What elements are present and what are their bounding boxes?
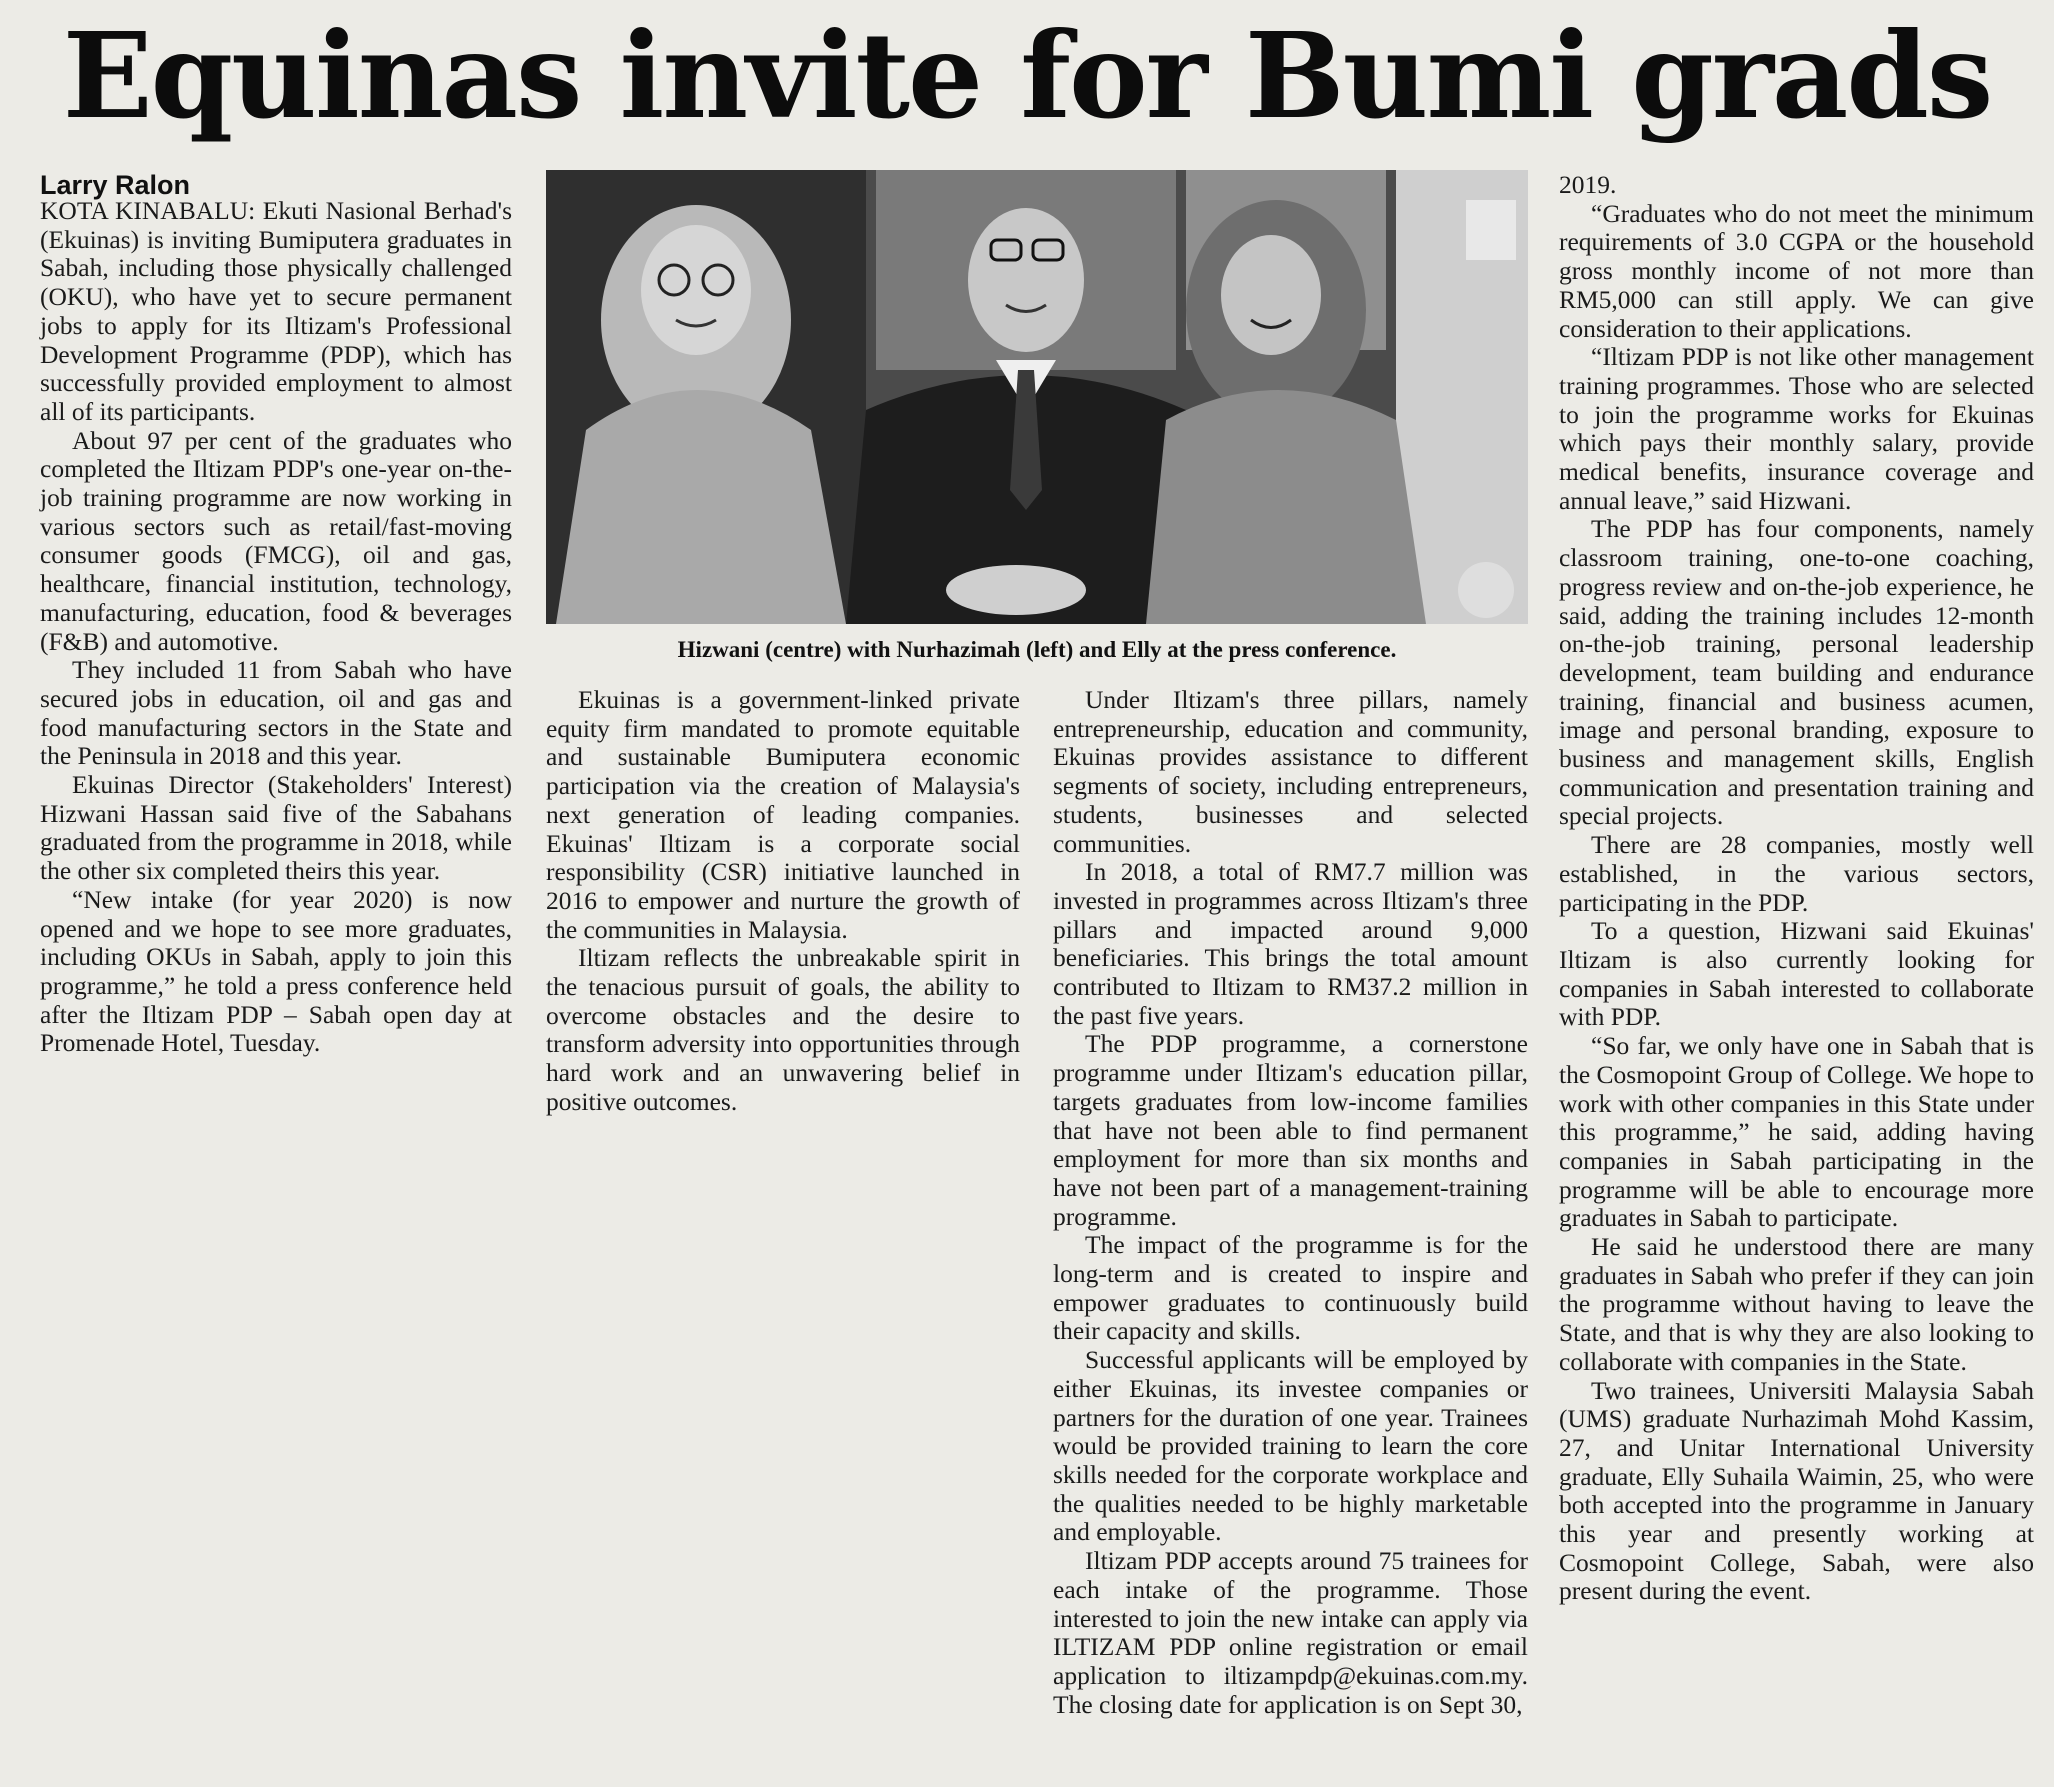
paragraph: Ekuinas Director (Stakeholders' Interest) Hizwani Hassan said five of the Sabahans graduated from the programme in 2018, while the other six completed theirs this year.: [40, 770, 512, 886]
paragraph: Two trainees, Universiti Malaysia Sabah (UMS) graduate Nurhazimah Mohd Kassim, 27, and Unitar International University graduate, Elly Suhaila Waimin, 25, who were both accepted into the programme in January this year and presently working at Cosmopoint College, Sabah, were also present during the event.: [1559, 1375, 2034, 1606]
paragraph: In 2018, a total of RM7.7 million was invested in programmes across Iltizam's three pillars and impacted around 9,000 beneficiaries. This brings the total amount contributed to Iltizam to RM37.2 million in the past five years.: [1053, 857, 1528, 1030]
paragraph: Under Iltizam's three pillars, namely entrepreneurship, education and community, Ekuinas provides assistance to different segments of society, including entrepreneurs, students, businesses and selected communities.: [1053, 685, 1528, 858]
paragraph: He said he understood there are many graduates in Sabah who prefer if they can join the programme without having to leave the State, and that is why they are also looking to collaborate with companies in the State.: [1559, 1232, 2034, 1376]
paragraph: “Iltizam PDP is not like other management training programmes. Those who are selected to join the programme works for Ekuinas which pays their monthly salary, provide medical benefits, insurance coverage and annual leave,” said Hizwani.: [1559, 342, 2034, 515]
paragraph: Ekuinas is a government-linked private equity firm mandated to promote equitable and sustainable Bumiputera economic participation via the creation of Malaysia's next generation of leading companies. Ekuinas' Iltizam is a corporate social responsibility (CSR) initiative launched in 2016 to empower and nurture the growth of the communities in Malaysia.: [546, 685, 1020, 944]
article-column-4: [1559, 171, 2034, 1606]
paragraph: “So far, we only have one in Sabah that is the Cosmopoint Group of College. We hope to work with other companies in this State under this programme,” he said, adding having companies in Sabah participating in the programme will be able to encourage more graduates in Sabah to participate.: [1559, 1031, 2034, 1233]
paragraph: Iltizam PDP accepts around 75 trainees for each intake of the programme. Those interested to join the new intake can apply via ILTIZAM PDP online registration or email application to iltizampdp@ekuinas.com.my. The closing date for application is on Sept 30,: [1053, 1546, 1528, 1719]
byline: Larry Ralon: [40, 170, 191, 200]
headline: Equinas invite for Bumi grads: [62, 6, 1992, 145]
paragraph: About 97 per cent of the graduates who completed the Iltizam PDP's one-year on-the-job training programme are now working in various sectors such as retail/fast-moving consumer goods (FMCG), oil and gas, healthcare, financial institution, technology, manufacturing, education, food & beverages (F&B) and automotive.: [40, 425, 512, 656]
paragraph: The PDP has four components, namely classroom training, one-to-one coaching, progress review and on-the-job experience, he said, adding the training includes 12-month on-the-job training, personal leadership development, team building and endurance training, financial and business acumen, image and personal branding, exposure to business and management skills, English communication and presentation training and special projects.: [1559, 514, 2034, 831]
paragraph: Successful applicants will be employed by either Ekuinas, its investee companies or partners for the duration of one year. Trainees would be provided training to learn the core skills needed for the corporate workplace and the qualities needed to be highly marketable and employable.: [1053, 1345, 1528, 1547]
paragraph: Iltizam reflects the unbreakable spirit in the tenacious pursuit of goals, the ability to overcome obstacles and the desire to transform adversity into opportunities through hard work and an unwavering belief in positive outcomes.: [546, 943, 1020, 1116]
photo-illustration: [546, 170, 1528, 624]
press-conference-photo: [546, 170, 1528, 624]
article-column-1: [40, 197, 512, 1058]
paragraph: To a question, Hizwani said Ekuinas' Iltizam is also currently looking for companies in Sabah interested to collaborate with PDP.: [1559, 916, 2034, 1032]
paragraph: KOTA KINABALU: Ekuti Nasional Berhad's (Ekuinas) is inviting Bumiputera graduates in Sabah, including those physically challenged (OKU), who have yet to secure permanent jobs to apply for its Iltizam's Professional Development Programme (PDP), which has successfully provided employment to almost all of its participants.: [40, 196, 512, 426]
paragraph: The PDP programme, a cornerstone programme under Iltizam's education pillar, targets graduates from low-income families that have not been able to find permanent employment for more than six months and have not been part of a management-training programme.: [1053, 1029, 1528, 1231]
article-column-3: [1053, 686, 1528, 1719]
paragraph: “New intake (for year 2020) is now opened and we hope to see more graduates, including OKUs in Sabah, apply to join this programme,” he told a press conference held after the Iltizam PDP – Sabah open day at Promenade Hotel, Tuesday.: [40, 884, 512, 1058]
paragraph: They included 11 from Sabah who have secured jobs in education, oil and gas and food manufacturing sectors in the State and the Peninsula in 2018 and this year.: [40, 655, 512, 771]
paragraph: 2019.: [1559, 170, 1617, 199]
paragraph: The impact of the programme is for the long-term and is created to inspire and empower graduates to continuously build their capacity and skills.: [1053, 1230, 1528, 1346]
article-column-2: [546, 686, 1020, 1117]
paragraph: There are 28 companies, mostly well established, in the various sectors, participating in the PDP.: [1559, 830, 2034, 917]
paragraph: “Graduates who do not meet the minimum requirements of 3.0 CGPA or the household gross monthly income of not more than RM5,000 can still apply. We can give consideration to their applications.: [1559, 198, 2034, 343]
photo-caption: Hizwani (centre) with Nurhazimah (left) and Elly at the press conference.: [677, 637, 1397, 662]
